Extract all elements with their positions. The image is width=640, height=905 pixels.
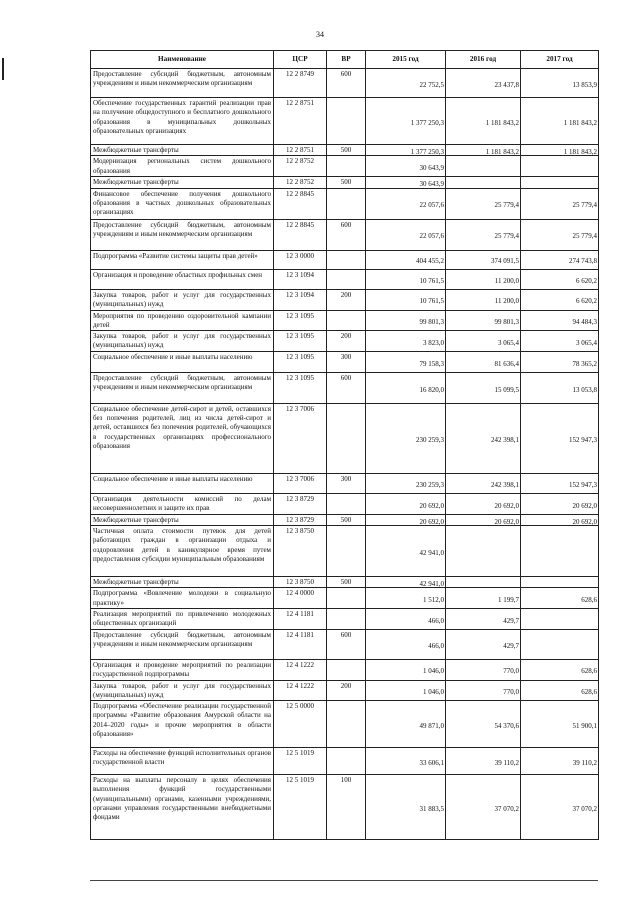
row-2016-cell: 81 636,4 — [446, 351, 521, 372]
row-vr-cell — [327, 188, 366, 219]
header-2017: 2017 год — [521, 51, 599, 69]
row-name-cell: Подпрограмма «Вовлечение молодежи в социальную практику» — [91, 588, 274, 609]
row-name-cell: Межбюджетные трансферты — [91, 177, 274, 188]
table-row — [91, 403, 599, 473]
row-vr-cell — [327, 310, 366, 331]
row-vr-cell: 500 — [327, 577, 366, 588]
row-csr-cell: 12 5 1019 — [274, 775, 327, 840]
row-2017-cell: 274 743,8 — [521, 250, 599, 269]
row-2015-cell: 1 046,0 — [366, 659, 446, 680]
row-2017-cell: 25 779,4 — [521, 219, 599, 250]
row-vr-cell — [327, 701, 366, 748]
header-2016: 2016 год — [446, 51, 521, 69]
table-row — [91, 289, 599, 310]
row-vr-cell: 300 — [327, 473, 366, 493]
row-vr-cell — [327, 608, 366, 629]
row-2016-cell — [446, 156, 521, 177]
row-2015-cell: 22 752,5 — [366, 69, 446, 98]
table-row — [91, 748, 599, 775]
row-2015-cell: 22 057,6 — [366, 188, 446, 219]
table-row — [91, 680, 599, 701]
row-name-cell: Предоставление субсидий бюджетным, автономным учреждениям и иным некоммерческим организациям — [91, 219, 274, 250]
row-csr-cell: 12 2 8751 — [274, 98, 327, 145]
table-row — [91, 659, 599, 680]
row-name-cell: Предоставление субсидий бюджетным, автономным учреждениям и иным некоммерческим организациям — [91, 69, 274, 98]
row-2016-cell: 770,0 — [446, 659, 521, 680]
row-2017-cell — [521, 526, 599, 577]
footer-rule — [90, 880, 598, 881]
table-row — [91, 145, 599, 156]
row-vr-cell: 600 — [327, 629, 366, 659]
header-csr: ЦСР — [274, 51, 327, 69]
table-row — [91, 577, 599, 588]
row-2017-cell: 628,6 — [521, 659, 599, 680]
row-vr-cell: 300 — [327, 351, 366, 372]
row-2016-cell — [446, 526, 521, 577]
row-2016-cell: 39 110,2 — [446, 748, 521, 775]
row-csr-cell: 12 5 0000 — [274, 701, 327, 748]
row-csr-cell: 12 3 1095 — [274, 331, 327, 352]
row-2016-cell: 3 065,4 — [446, 331, 521, 352]
row-2016-cell: 1 181 843,2 — [446, 145, 521, 156]
row-vr-cell: 100 — [327, 775, 366, 840]
row-2016-cell — [446, 577, 521, 588]
row-vr-cell: 500 — [327, 514, 366, 525]
row-2017-cell: 94 484,3 — [521, 310, 599, 331]
table-row — [91, 608, 599, 629]
header-vr: ВР — [327, 51, 366, 69]
row-vr-cell: 200 — [327, 331, 366, 352]
row-2017-cell: 1 181 843,2 — [521, 145, 599, 156]
row-name-cell: Предоставление субсидий бюджетным, автономным учреждениям и иным некоммерческим организациям — [91, 372, 274, 403]
row-2016-cell: 242 398,1 — [446, 473, 521, 493]
row-2016-cell: 15 099,5 — [446, 372, 521, 403]
row-2015-cell: 1 046,0 — [366, 680, 446, 701]
table-row — [91, 188, 599, 219]
row-name-cell: Подпрограмма «Обеспечение реализации государственной программы «Развитие образования Амурской области на 2014–2020 годы» и прочие мероприятия в области образования» — [91, 701, 274, 748]
row-name-cell: Социальное обеспечение и иные выплаты населению — [91, 473, 274, 493]
row-name-cell: Расходы на обеспечение функций исполнительных органов государственной власти — [91, 748, 274, 775]
table-row — [91, 219, 599, 250]
row-2015-cell: 230 259,3 — [366, 403, 446, 473]
row-2015-cell: 10 761,5 — [366, 269, 446, 289]
row-vr-cell — [327, 659, 366, 680]
row-csr-cell: 12 3 1095 — [274, 310, 327, 331]
row-2015-cell: 466,0 — [366, 629, 446, 659]
row-vr-cell — [327, 748, 366, 775]
row-csr-cell: 12 4 1181 — [274, 608, 327, 629]
row-2016-cell: 1 199,7 — [446, 588, 521, 609]
header-2015: 2015 год — [366, 51, 446, 69]
row-2017-cell — [521, 156, 599, 177]
row-2017-cell: 1 181 843,2 — [521, 98, 599, 145]
table-row — [91, 514, 599, 525]
row-2017-cell: 3 065,4 — [521, 331, 599, 352]
table-row — [91, 473, 599, 493]
row-2015-cell: 3 823,0 — [366, 331, 446, 352]
row-2016-cell: 20 692,0 — [446, 493, 521, 514]
row-csr-cell: 12 3 1095 — [274, 372, 327, 403]
row-name-cell: Организация деятельности комиссий по делам несовершеннолетних и защите их прав — [91, 493, 274, 514]
row-2015-cell: 30 643,9 — [366, 156, 446, 177]
row-name-cell: Расходы на выплаты персоналу в целях обеспечения выполнения функций государственными (муниципальными) органами, казенными учреждениями, органами управления государственными внебюджетными фондами — [91, 775, 274, 840]
row-2017-cell: 20 692,0 — [521, 514, 599, 525]
row-2017-cell: 51 900,1 — [521, 701, 599, 748]
row-vr-cell — [327, 250, 366, 269]
row-name-cell: Социальное обеспечение детей-сирот и детей, оставшихся без попечения родителей, лиц из числа детей-сирот и детей, оставшихся без попечения родителей, обучающихся в государственных организациях профессионального образования — [91, 403, 274, 473]
row-2016-cell — [446, 177, 521, 188]
row-2015-cell: 22 057,6 — [366, 219, 446, 250]
row-vr-cell: 500 — [327, 177, 366, 188]
row-name-cell: Модернизация региональных систем дошкольного образования — [91, 156, 274, 177]
row-2015-cell: 1 512,0 — [366, 588, 446, 609]
row-2016-cell: 374 091,5 — [446, 250, 521, 269]
row-2017-cell: 628,6 — [521, 680, 599, 701]
row-csr-cell: 12 4 1181 — [274, 629, 327, 659]
row-vr-cell: 200 — [327, 289, 366, 310]
row-csr-cell: 12 3 7006 — [274, 473, 327, 493]
table-row — [91, 701, 599, 748]
row-2017-cell — [521, 577, 599, 588]
row-csr-cell: 12 4 1222 — [274, 659, 327, 680]
row-name-cell: Межбюджетные трансферты — [91, 514, 274, 525]
table-row — [91, 98, 599, 145]
page-number: 34 — [316, 30, 324, 39]
table-row — [91, 69, 599, 98]
row-vr-cell: 600 — [327, 69, 366, 98]
row-name-cell: Обеспечение государственных гарантий реализации прав на получение общедоступного и бесплатного дошкольного образования в муниципальных дошкольных образовательных организациях — [91, 98, 274, 145]
row-2016-cell: 1 181 843,2 — [446, 98, 521, 145]
row-csr-cell: 12 3 7006 — [274, 403, 327, 473]
header-name: Наименование — [91, 51, 274, 69]
row-2015-cell: 42 941,0 — [366, 526, 446, 577]
row-2017-cell: 39 110,2 — [521, 748, 599, 775]
row-name-cell: Межбюджетные трансферты — [91, 145, 274, 156]
row-csr-cell: 12 2 8752 — [274, 156, 327, 177]
row-2015-cell: 466,0 — [366, 608, 446, 629]
row-vr-cell — [327, 98, 366, 145]
row-csr-cell: 12 5 1019 — [274, 748, 327, 775]
row-name-cell: Организация и проведение областных профильных смен — [91, 269, 274, 289]
row-2016-cell: 11 200,0 — [446, 269, 521, 289]
row-vr-cell: 600 — [327, 372, 366, 403]
row-2016-cell: 37 070,2 — [446, 775, 521, 840]
row-2015-cell: 16 820,0 — [366, 372, 446, 403]
row-2016-cell: 23 437,8 — [446, 69, 521, 98]
row-2016-cell: 99 801,3 — [446, 310, 521, 331]
row-2015-cell: 99 801,3 — [366, 310, 446, 331]
row-name-cell: Предоставление субсидий бюджетным, автономным учреждениям и иным некоммерческим организациям — [91, 629, 274, 659]
table-row — [91, 775, 599, 840]
row-2016-cell: 770,0 — [446, 680, 521, 701]
row-vr-cell: 200 — [327, 680, 366, 701]
row-2015-cell: 404 455,2 — [366, 250, 446, 269]
row-vr-cell: 500 — [327, 145, 366, 156]
row-2017-cell: 20 692,0 — [521, 493, 599, 514]
row-name-cell: Межбюджетные трансферты — [91, 577, 274, 588]
row-vr-cell — [327, 403, 366, 473]
row-name-cell: Закупка товаров, работ и услуг для государственных (муниципальных) нужд — [91, 289, 274, 310]
table-row — [91, 310, 599, 331]
row-2015-cell: 42 941,0 — [366, 577, 446, 588]
row-vr-cell — [327, 588, 366, 609]
table-header-row — [91, 51, 599, 69]
row-vr-cell — [327, 493, 366, 514]
row-csr-cell: 12 3 8750 — [274, 577, 327, 588]
row-csr-cell: 12 2 8752 — [274, 177, 327, 188]
row-csr-cell: 12 3 1094 — [274, 269, 327, 289]
row-name-cell: Подпрограмма «Развитие системы защиты прав детей» — [91, 250, 274, 269]
row-csr-cell: 12 4 0000 — [274, 588, 327, 609]
row-2017-cell: 13 853,9 — [521, 69, 599, 98]
row-2017-cell — [521, 177, 599, 188]
row-2017-cell: 13 053,8 — [521, 372, 599, 403]
row-csr-cell: 12 2 8845 — [274, 188, 327, 219]
row-2016-cell: 429,7 — [446, 608, 521, 629]
row-2015-cell: 1 377 250,3 — [366, 98, 446, 145]
table-row — [91, 269, 599, 289]
row-name-cell: Закупка товаров, работ и услуг для государственных (муниципальных) нужд — [91, 680, 274, 701]
row-2015-cell: 79 158,3 — [366, 351, 446, 372]
row-2017-cell: 6 620,2 — [521, 269, 599, 289]
row-2017-cell: 37 070,2 — [521, 775, 599, 840]
row-2016-cell: 25 779,4 — [446, 219, 521, 250]
row-vr-cell — [327, 156, 366, 177]
row-csr-cell: 12 3 8729 — [274, 514, 327, 525]
row-2016-cell: 11 200,0 — [446, 289, 521, 310]
row-csr-cell: 12 3 8750 — [274, 526, 327, 577]
row-2016-cell: 25 779,4 — [446, 188, 521, 219]
row-name-cell: Мероприятия по проведению оздоровительной кампании детей — [91, 310, 274, 331]
table-row — [91, 588, 599, 609]
row-2015-cell: 10 761,5 — [366, 289, 446, 310]
row-name-cell: Реализация мероприятий по привлечению молодежных общественных организаций — [91, 608, 274, 629]
row-2016-cell: 54 370,6 — [446, 701, 521, 748]
row-2015-cell: 20 692,0 — [366, 493, 446, 514]
row-2017-cell: 6 620,2 — [521, 289, 599, 310]
row-2017-cell — [521, 629, 599, 659]
row-csr-cell: 12 3 1094 — [274, 289, 327, 310]
row-csr-cell: 12 2 8749 — [274, 69, 327, 98]
row-2015-cell: 33 606,1 — [366, 748, 446, 775]
row-vr-cell — [327, 526, 366, 577]
table-row — [91, 177, 599, 188]
row-name-cell: Финансовое обеспечение получения дошкольного образования в частных дошкольных образовательных организациях — [91, 188, 274, 219]
row-csr-cell: 12 3 0000 — [274, 250, 327, 269]
row-2015-cell: 49 871,0 — [366, 701, 446, 748]
row-name-cell: Закупка товаров, работ и услуг для государственных (муниципальных) нужд — [91, 331, 274, 352]
row-2015-cell: 30 643,9 — [366, 177, 446, 188]
table-row — [91, 629, 599, 659]
row-2017-cell: 152 947,3 — [521, 473, 599, 493]
binding-mark — [2, 58, 4, 80]
row-name-cell: Частичная оплата стоимости путевок для детей работающих граждан в организации отдыха и оздоровления детей в каникулярное время путем предоставления субсидии муниципальным образованиям — [91, 526, 274, 577]
row-vr-cell — [327, 269, 366, 289]
table-row — [91, 331, 599, 352]
row-2016-cell: 20 692,0 — [446, 514, 521, 525]
row-csr-cell: 12 3 8729 — [274, 493, 327, 514]
table-row — [91, 493, 599, 514]
row-2016-cell: 242 398,1 — [446, 403, 521, 473]
row-name-cell: Социальное обеспечение и иные выплаты населению — [91, 351, 274, 372]
row-name-cell: Организация и проведение мероприятий по реализации государственной подпрограммы — [91, 659, 274, 680]
table-row — [91, 156, 599, 177]
row-csr-cell: 12 2 8845 — [274, 219, 327, 250]
row-2017-cell: 78 365,2 — [521, 351, 599, 372]
row-2016-cell: 429,7 — [446, 629, 521, 659]
table-row — [91, 372, 599, 403]
row-2015-cell: 230 259,3 — [366, 473, 446, 493]
row-csr-cell: 12 2 8751 — [274, 145, 327, 156]
row-2017-cell: 25 779,4 — [521, 188, 599, 219]
row-2017-cell: 628,6 — [521, 588, 599, 609]
row-2015-cell: 1 377 250,3 — [366, 145, 446, 156]
row-csr-cell: 12 4 1222 — [274, 680, 327, 701]
table-row — [91, 526, 599, 577]
row-2017-cell — [521, 608, 599, 629]
row-2015-cell: 20 692,0 — [366, 514, 446, 525]
table-row — [91, 351, 599, 372]
row-2015-cell: 31 883,5 — [366, 775, 446, 840]
budget-table — [90, 50, 599, 840]
row-vr-cell: 600 — [327, 219, 366, 250]
row-csr-cell: 12 3 1095 — [274, 351, 327, 372]
table-row — [91, 250, 599, 269]
row-2017-cell: 152 947,3 — [521, 403, 599, 473]
